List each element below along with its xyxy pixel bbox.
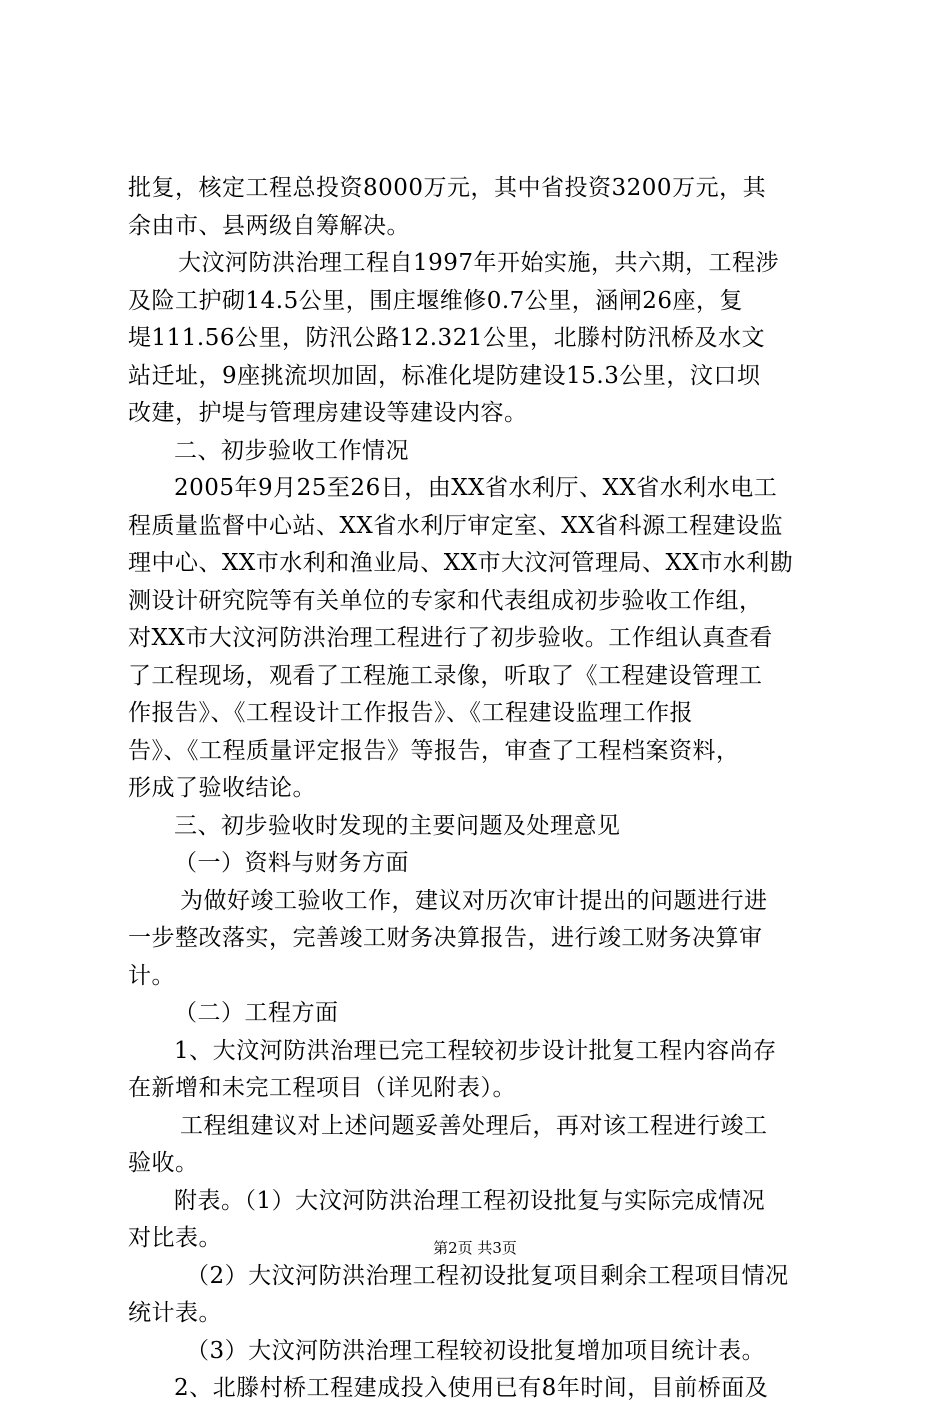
text-line: 大汶河防洪治理工程自1997年开始实施，共六期，工程涉 <box>178 250 780 276</box>
text-line: 作报告》、《工程设计工作报告》、《工程建设监理工作报 <box>128 700 693 726</box>
text-line: 工程组建议对上述问题妥善处理后，再对该工程进行竣工 <box>180 1112 768 1139</box>
text-line: 统计表。 <box>128 1300 222 1326</box>
text-line: （3）大汶河防洪治理工程较初设批复增加项目统计表。 <box>186 1337 766 1364</box>
text-line: 理中心、XX市水利和渔业局、XX市大汶河管理局、XX市水利勘 <box>128 550 794 576</box>
text-line: 验收。 <box>128 1150 199 1176</box>
text-line: 了工程现场，观看了工程施工录像，听取了《工程建设管理工 <box>128 662 763 689</box>
text-line: 附表。（1）大汶河防洪治理工程初设批复与实际完成情况 <box>174 1187 766 1214</box>
text-line: （一）资料与财务方面 <box>174 850 409 876</box>
text-line: 测设计研究院等有关单位的专家和代表组成初步验收工作组， <box>128 587 763 614</box>
document-body <box>128 170 828 1408</box>
text-line: 二、初步验收工作情况 <box>174 437 409 464</box>
text-line: 批复，核定工程总投资8000万元，其中省投资3200万元，其 <box>128 175 767 201</box>
text-line: 对比表。 <box>128 1225 222 1251</box>
text-line: 一步整改落实，完善竣工财务决算报告，进行竣工财务决算审 <box>128 925 763 951</box>
text-line: （二）工程方面 <box>174 1000 339 1026</box>
text-line: 计。 <box>128 962 175 989</box>
text-line: 改建，护堤与管理房建设等建设内容。 <box>128 400 528 426</box>
text-line: 1、大汶河防洪治理已完工程较初步设计批复工程内容尚存 <box>174 1037 777 1064</box>
text-line: 三、初步验收时发现的主要问题及处理意见 <box>174 812 621 839</box>
page-footer: 第2页 共3页 <box>433 1239 517 1257</box>
text-line: 余由市、县两级自筹解决。 <box>128 212 410 239</box>
text-line: 为做好竣工验收工作，建议对历次审计提出的问题进行进 <box>180 887 768 914</box>
text-line: 对XX市大汶河防洪治理工程进行了初步验收。工作组认真查看 <box>128 625 773 651</box>
text-line: （2）大汶河防洪治理工程初设批复项目剩余工程项目情况 <box>186 1262 789 1289</box>
text-line: 站迁址，9座挑流坝加固，标准化堤防建设15.3公里，汶口坝 <box>128 362 761 389</box>
text-line: 在新增和未完工程项目（详见附表）。 <box>128 1075 516 1101</box>
text-line: 程质量监督中心站、XX省水利厅审定室、XX省科源工程建设监 <box>128 512 783 539</box>
text-line: 及险工护砌14.5公里，围庄堰维修0.7公里，涵闸26座，复 <box>128 287 744 314</box>
text-line: 2005年9月25至26日，由XX省水利厅、XX省水利水电工 <box>174 475 778 501</box>
text-line: 2、北滕村桥工程建成投入使用已有8年时间，目前桥面及 <box>174 1375 769 1401</box>
text-line: 告》、《工程质量评定报告》等报告，审查了工程档案资料， <box>128 737 740 764</box>
text-line: 堤111.56公里，防汛公路12.321公里，北滕村防汛桥及水文 <box>128 325 765 351</box>
text-line: 形成了验收结论。 <box>128 775 316 801</box>
